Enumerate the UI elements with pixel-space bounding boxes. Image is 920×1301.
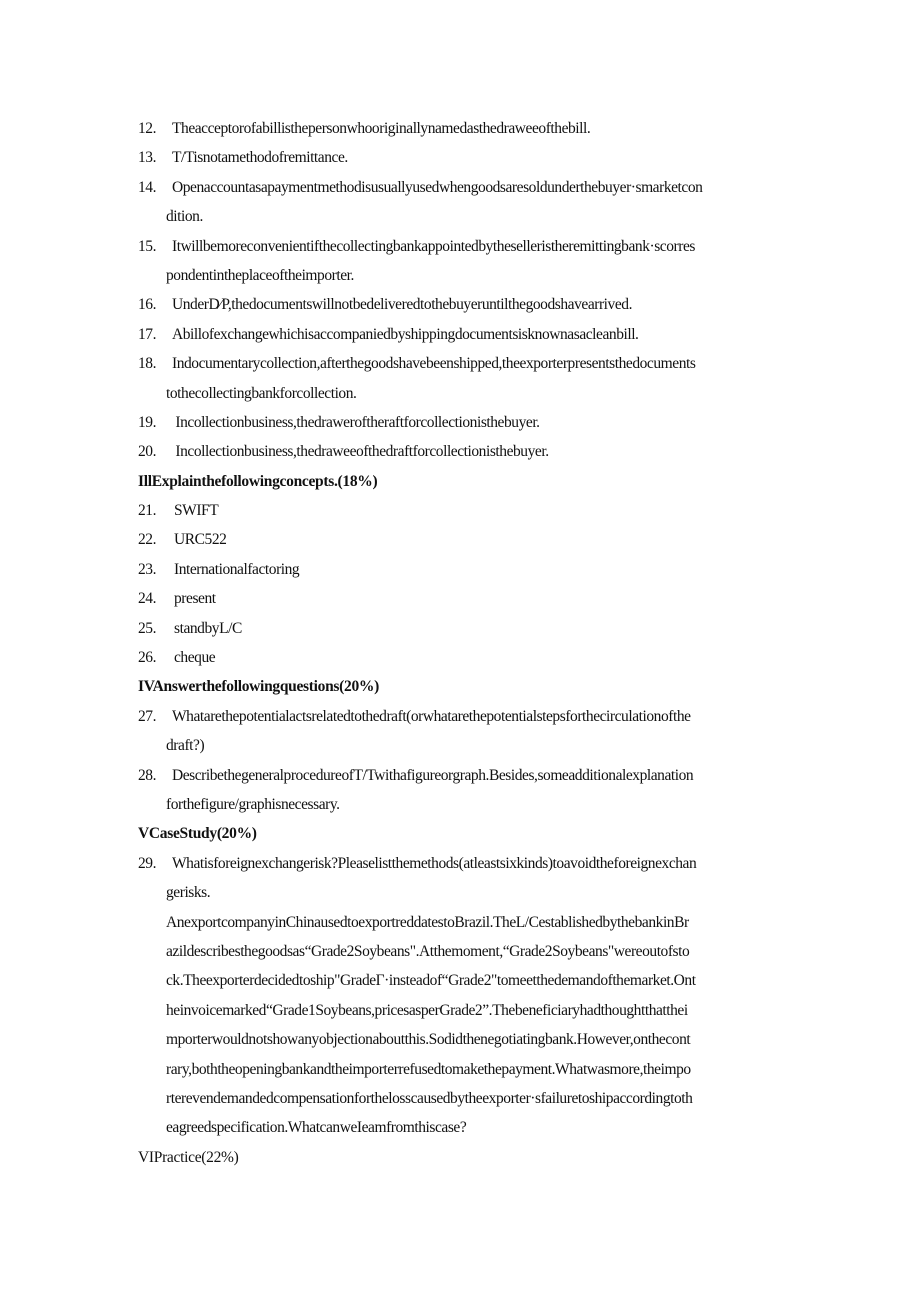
question-item-18 <box>138 349 788 378</box>
item-text: Whatarethepotentialactsrelatedtothedraft(orwhatarethepotentialstepsforthecirculationofthe <box>172 707 691 725</box>
case-paragraph-line: azildescribesthegoodsas“Grade2Soybeans".Atthemoment,“Grade2Soybeans"wereoutofsto <box>166 942 690 960</box>
item-number: 26. <box>138 649 157 667</box>
item-number: 15. <box>138 237 157 255</box>
section-heading-iv: IVAnswerthefollowingquestions(20%) <box>138 678 379 696</box>
item-text: present <box>174 590 216 608</box>
item-continuation: pondentintheplaceoftheimporter. <box>166 266 354 284</box>
question-item-17 <box>138 320 788 349</box>
item-continuation: forthefigure/graphisnecessary. <box>166 795 340 813</box>
item-number: 21. <box>138 502 157 520</box>
item-number: 17. <box>138 325 157 343</box>
item-continuation: draft?) <box>166 737 205 755</box>
item-number: 24. <box>138 590 157 608</box>
concept-item-25 <box>138 614 788 643</box>
item-text: Abillofexchangewhichisaccompaniedbyshippingdocumentsisknownasacleanbill. <box>172 325 639 343</box>
case-paragraph-line: rterevendemandedcompensationforthelosscausedbytheexporter·sfailuretoshipaccordingtoth <box>166 1089 693 1107</box>
question-item-14 <box>138 173 788 202</box>
item-text: T/Tisnotamethodofremittance. <box>172 149 348 167</box>
item-number: 27. <box>138 707 157 725</box>
question-item-16 <box>138 290 788 319</box>
item-continuation: tothecollectingbankforcollection. <box>166 384 357 402</box>
item-text: Incollectionbusiness,thedraweeofthedraftforcollectionisthebuyer. <box>172 443 549 461</box>
item-text: Theacceptorofabillisthepersonwhooriginallynamedasthedraweeofthebill. <box>172 120 591 137</box>
case-paragraph-line: ck.Theexporterdecidedtoship"GradeΓ·insteadof“Grade2"tomeetthedemandofthemarket.Ont <box>166 972 696 990</box>
item-number: 20. <box>138 443 157 461</box>
item-text: DescribethegeneralprocedureofT/Twithafigureorgraph.Besides,someadditionalexplanation <box>172 766 694 784</box>
question-item-13 <box>138 143 788 172</box>
section-heading-iii: IllExplainthefollowingconcepts.(18%) <box>138 472 378 490</box>
item-number: 29. <box>138 854 157 872</box>
item-number: 14. <box>138 178 157 196</box>
concept-item-26 <box>138 643 788 672</box>
item-text: standbyL/C <box>174 619 242 637</box>
question-item-15 <box>138 232 788 261</box>
item-number: 19. <box>138 413 157 431</box>
question-item-29 <box>138 849 788 878</box>
concept-item-23 <box>138 555 788 584</box>
case-paragraph-line: rary,boththeopeningbankandtheimporterrefusedtomakethepayment.Whatwasmore,theimpo <box>166 1060 691 1078</box>
question-item-27 <box>138 702 788 731</box>
item-continuation: dition. <box>166 208 203 226</box>
item-number: 23. <box>138 560 157 578</box>
concept-item-24 <box>138 584 788 613</box>
item-continuation: gerisks. <box>166 884 211 902</box>
question-item-19 <box>138 408 788 437</box>
question-item-20 <box>138 437 788 466</box>
item-text: cheque <box>174 649 216 667</box>
case-paragraph-line: AnexportcompanyinChinausedtoexportreddatestoBrazil.TheL/CestablishedbythebankinBr <box>166 913 689 931</box>
item-text: Internationalfactoring <box>174 560 300 578</box>
item-number: 25. <box>138 619 157 637</box>
case-paragraph-line: heinvoicemarked“Grade1Soybeans,pricesasperGrade2”.Thebeneficiaryhadthoughtthatthei <box>166 1001 688 1019</box>
item-text: Itwillbemoreconvenientifthecollectingbankappointedbytheselleristheremittingbank·scorres <box>172 237 695 255</box>
item-text: SWIFT <box>174 502 219 520</box>
question-item-28 <box>138 761 788 790</box>
item-text: Incollectionbusiness,thedraweroftheraftforcollectionisthebuyer. <box>172 413 540 431</box>
item-number: 12. <box>138 120 157 137</box>
item-number: 16. <box>138 296 157 314</box>
item-text: Indocumentarycollection,afterthegoodshavebeenshipped,theexporterpresentsthedocuments <box>172 355 696 373</box>
item-text: UnderD⁄P,thedocumentswillnotbedeliveredtothebuyeruntilthegoodshavearrived. <box>172 296 632 314</box>
section-heading-vi: VIPractice(22%) <box>138 1148 239 1166</box>
concept-item-21 <box>138 496 788 525</box>
item-number: 22. <box>138 531 157 549</box>
question-item-12 <box>138 114 788 143</box>
item-number: 18. <box>138 355 157 373</box>
document-content <box>138 114 788 1172</box>
item-text: URC522 <box>174 531 227 549</box>
item-text: Whatisforeignexchangerisk?Pleaselistthemethods(atleastsixkinds)toavoidtheforeignexchan <box>172 854 697 872</box>
case-paragraph-line: mporterwouldnotshowanyobjectionaboutthis.Sodidthenegotiatingbank.However,onthecont <box>166 1031 691 1049</box>
concept-item-22 <box>138 525 788 554</box>
case-paragraph-line: eagreedspecification.WhatcanweIeamfromthiscase? <box>166 1119 467 1137</box>
item-number: 13. <box>138 149 157 167</box>
item-text: Openaccountasapaymentmethodisusuallyusedwhengoodsaresoldunderthebuyer·smarketcon <box>172 178 703 196</box>
section-heading-v: VCaseStudy(20%) <box>138 825 257 843</box>
item-number: 28. <box>138 766 157 784</box>
